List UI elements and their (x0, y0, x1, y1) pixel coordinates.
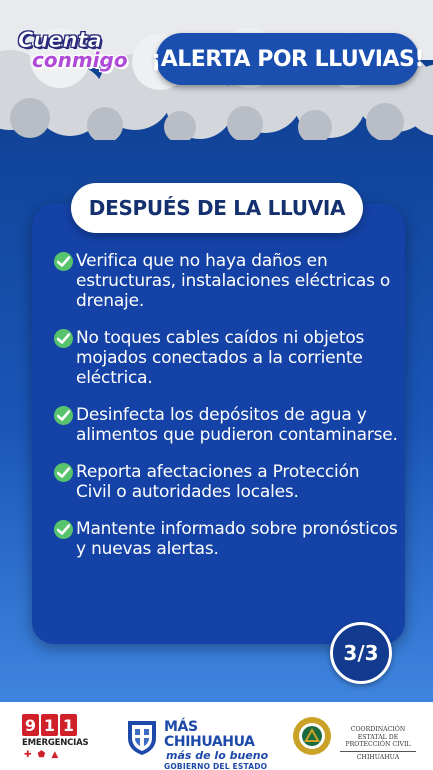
list-item (54, 462, 399, 502)
civil-line1: COORDINACIÓN ESTATAL DE PROTECCIÓN CIVIL (345, 726, 411, 748)
card-title-pill (71, 183, 363, 233)
emergency-911-logo (22, 714, 89, 762)
check-icon (54, 252, 73, 271)
gobierno-logo-text (164, 720, 284, 770)
list-item-text: Verifica que no haya daños en estructuras, instalaciones eléctricas o drenaje. (76, 251, 391, 311)
emergency-digit: 1 (60, 714, 77, 736)
emergency-digit: 9 (22, 714, 39, 736)
check-icon (54, 329, 73, 348)
list-item (54, 251, 399, 311)
alert-title-banner (151, 33, 424, 85)
list-item-text: No toques cables caídos ni objetos mojados conectados a la corriente eléctrica. (76, 328, 365, 388)
page-indicator: 3/3 (343, 641, 379, 665)
civil-line2: CHIHUAHUA (356, 753, 400, 761)
list-item-text: Mantente informado sobre pronósticos y nuevas alertas. (76, 519, 398, 559)
emergency-label: EMERGENCIAS (22, 738, 89, 748)
list-item (54, 405, 399, 445)
emergency-digit: 1 (41, 714, 58, 736)
cuenta-conmigo-logo (14, 28, 134, 78)
list-item (54, 519, 399, 559)
state-shield-icon (126, 718, 158, 756)
proteccion-civil-text (336, 726, 420, 761)
check-icon (54, 463, 73, 482)
check-icon (54, 520, 73, 539)
list-item (54, 328, 399, 388)
footer-logos (0, 702, 433, 770)
logo-line1: Cuenta (18, 28, 102, 52)
gov-line3: GOBIERNO DEL ESTADO (164, 762, 268, 770)
cross-icon: ✚ (24, 750, 32, 760)
recommendation-list (54, 251, 399, 576)
page-indicator-badge (330, 622, 392, 684)
gov-line2: más de lo bueno (166, 749, 269, 762)
shield-icon: ⬟ (37, 750, 46, 760)
card-title: DESPUÉS DE LA LLUVIA (88, 196, 346, 220)
proteccion-civil-icon (292, 716, 332, 756)
logo-line2: conmigo (32, 48, 128, 72)
alert-title: ¡ALERTA POR LLUVIAS! (151, 46, 424, 72)
list-item-text: Reporta afectaciones a Protección Civil o autoridades locales. (76, 462, 360, 502)
divider (340, 751, 416, 752)
list-item-text: Desinfecta los depósitos de agua y alimentos que pudieron contaminarse. (76, 405, 398, 445)
check-icon (54, 406, 73, 425)
car-icon: ▲ (51, 750, 59, 760)
gov-line1: MÁS CHIHUAHUA (164, 719, 255, 750)
